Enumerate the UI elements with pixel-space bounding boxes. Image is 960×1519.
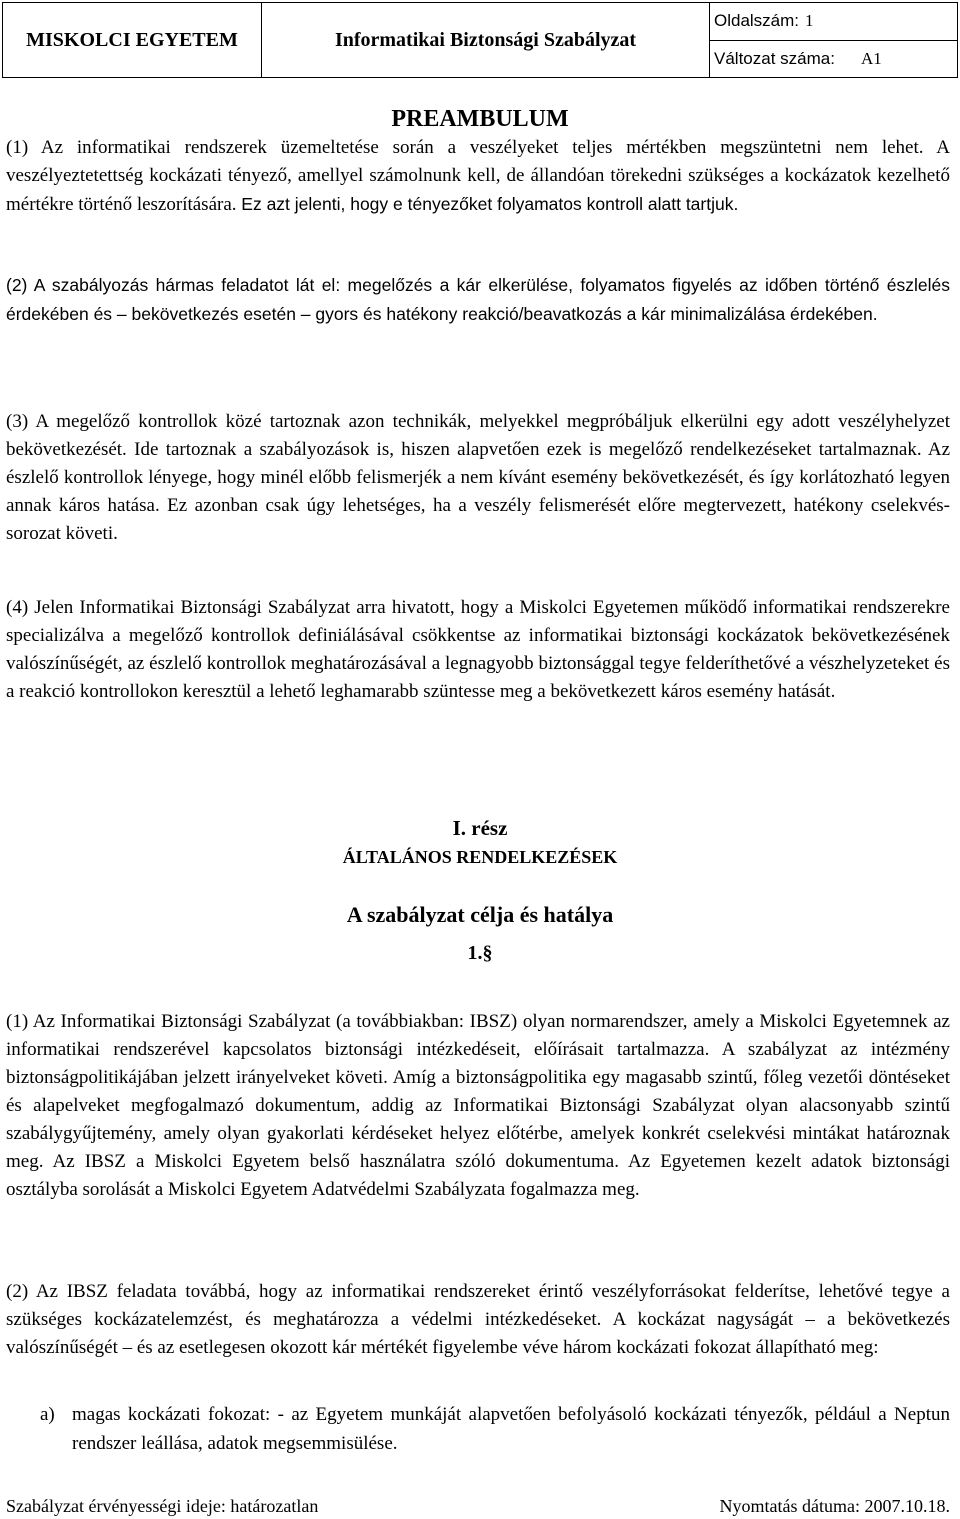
- preamble-paragraph-2: (2) A szabályozás hármas feladatot lát el: megelőzés a kár elkerülése, folyamatos figyelés az időben történő észlelés érdekében és – bekövetkezés esetén – gyors és hatékony reakció/beavatkozás a kár minimalizálása érdekében.: [6, 275, 950, 324]
- header-meta: [710, 3, 957, 77]
- list-item-text: magas kockázati fokozat: - az Egyetem munkáját alapvetően befolyásoló kockázati tényezők, például a Neptun rendszer leállása, adatok megsemmisülése.: [72, 1404, 950, 1454]
- version-label: Változat száma:: [714, 48, 835, 68]
- preamble-paragraph-3: (3) A megelőző kontrollok közé tartoznak azon technikák, melyekkel megpróbáljuk elkerülni egy adott veszélyhelyzet bekövetkezését. Ide tartoznak a szabályozások is, hiszen alapvetően ezek is megelőző rendelkezéseket tartalmaznak. Az észlelő kontrollok lényege, hogy minél előbb felismerjék a nem kívánt esemény bekövetkezését, és így korlátozható legyen annak káros hatása. Ez azonban csak úgy lehetséges, ha a veszély felismerését előre megtervezett, hatékony cselekvés-sorozat követi.: [6, 411, 950, 544]
- validity-text: Szabályzat érvényességi ideje: határozatlan: [6, 1496, 319, 1516]
- page-number-label: Oldalszám:: [714, 11, 800, 31]
- preamble-heading: PREAMBULUM: [391, 106, 569, 132]
- part-name: ÁLTALÁNOS RENDELKEZÉSEK: [342, 847, 618, 867]
- list-item: [40, 1400, 950, 1458]
- part-number: I. rész: [452, 816, 508, 840]
- preamble-paragraph-4: (4) Jelen Informatikai Biztonsági Szabályzat arra hivatott, hogy a Miskolci Egyetemen működő informatikai rendszerekre specializálva a megelőző kontrollok definiálásával csökkentse az informatikai biztonsági kockázatok bekövetkezésének valószínűségét, az észlelő kontrollok meghatározásával a legnagyobb biztonsággal tegye felderíthetővé a vészhelyzeteket és a reakció kontrollokon keresztül a lehető leghamarabb szüntesse meg a bekövetkezett káros esemény hatását.: [6, 597, 950, 702]
- list-item-label: a): [40, 1404, 55, 1425]
- section-paragraph-2: (2) Az IBSZ feladata továbbá, hogy az informatikai rendszereket érintő veszélyforrásokat felderítse, lehetővé tegye a szükséges kockázatelemzést, és meghatározza a védelmi intézkedéseket. A kockázat nagyságát – a bekövetkezés valószínűségét – és az esetlegesen okozott kár mértékét figyelembe véve három kockázati fokozat állapítható meg:: [6, 1281, 950, 1358]
- preamble-paragraph-1: [6, 134, 950, 219]
- section-number: 1.§: [467, 942, 493, 964]
- document-footer: [6, 1496, 950, 1517]
- document-header: [2, 2, 958, 78]
- paragraph-text-sans: Ez azt jelenti, hogy e tényezőket folyamatos kontroll alatt tartjuk.: [241, 194, 739, 214]
- paragraph-text: Az informatikai rendszerek üzemeltetése során a veszélyeket teljes mértékben megszüntetni nem lehet. A veszélyeztetettség kockázati tényező, amellyel számolnunk kell, de állandóan törekedni szükséges a kockázatok kezelhető mértékre történő leszorítására.: [6, 137, 950, 215]
- university-name: MISKOLCI EGYETEM: [3, 3, 262, 77]
- print-date: Nyomtatás dátuma: 2007.10.18.: [719, 1496, 950, 1516]
- section-paragraph-1: (1) Az Informatikai Biztonsági Szabályzat (a továbbiakban: IBSZ) olyan normarendszer, amely a Miskolci Egyetemnek az informatikai rendszerével kapcsolatos biztonsági intézkedéseit, előírásait tartalmazza. A szabályzat az intézmény biztonságpolitikájában jelzett irányelveket követi. Amíg a biztonságpolitika egy magasabb szintű, főleg vezetői döntéseket és alapelveket megfogalmazó dokumentum, addig az Informatikai Biztonsági Szabályzat olyan alacsonyabb szintű szabálygyűjtemény, amely olyan gyakorlati kérdéseket helyez előtérbe, amelyek konkrét cselekvési mintákat határoznak meg. Az IBSZ a Miskolci Egyetem belső használatra szóló dokumentuma. Az Egyetemen kezelt adatok biztonsági osztályba sorolását a Miskolci Egyetem Adatvédelmi Szabályzata fogalmazza meg.: [6, 1011, 950, 1200]
- page-number-value: 1: [805, 11, 814, 31]
- paragraph-number: (1): [6, 137, 29, 158]
- version-row: [710, 41, 957, 78]
- version-value: A1: [860, 48, 882, 68]
- page-number-row: [710, 3, 957, 41]
- section-title: A szabályzat célja és hatálya: [346, 902, 614, 927]
- document-title: Informatikai Biztonsági Szabályzat: [262, 3, 710, 77]
